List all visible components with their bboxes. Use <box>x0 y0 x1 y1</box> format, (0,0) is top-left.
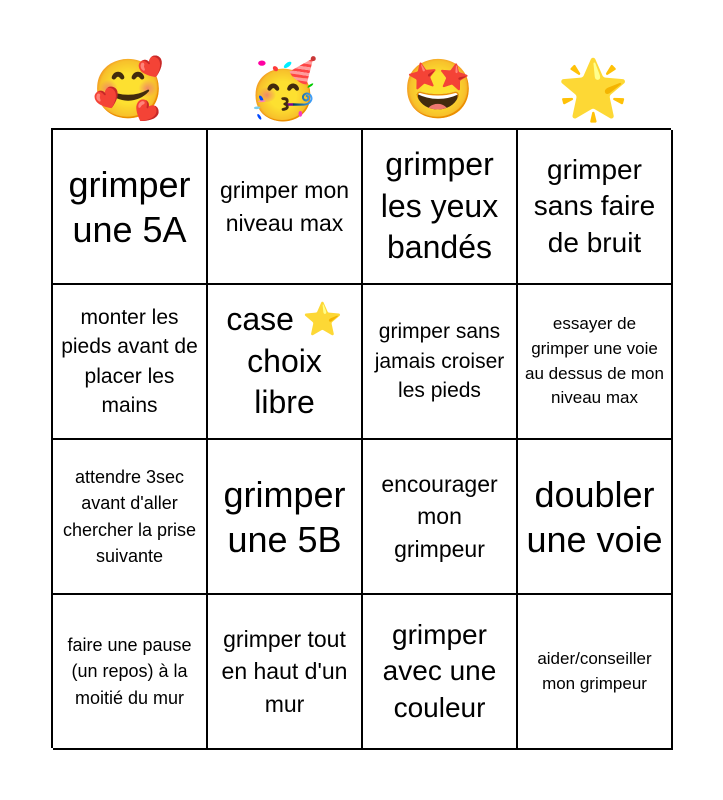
glowing-star-icon: 🌟 <box>557 55 630 123</box>
bingo-cell-text: grimper une 5A <box>68 163 191 250</box>
smiling-face-with-hearts-icon: 🥰 <box>92 55 165 123</box>
bingo-cell[interactable] <box>208 130 363 285</box>
bingo-cell[interactable] <box>53 595 208 750</box>
header-column-2 <box>206 50 361 128</box>
bingo-cell[interactable] <box>363 285 518 440</box>
bingo-cell[interactable] <box>518 440 673 595</box>
bingo-cell[interactable] <box>363 440 518 595</box>
header-column-3 <box>361 50 516 128</box>
bingo-cell-text: case ⭐ choix libre <box>226 301 343 421</box>
bingo-cell[interactable] <box>518 130 673 285</box>
star-struck-icon: 🤩 <box>402 55 475 123</box>
bingo-cell-text: attendre 3sec avant d'aller chercher la prise suivante <box>62 467 197 566</box>
bingo-cell[interactable] <box>518 595 673 750</box>
partying-face-icon: 🥳 <box>247 55 320 123</box>
bingo-cell-text: grimper une 5B <box>223 473 346 560</box>
bingo-cell[interactable] <box>53 130 208 285</box>
bingo-cell[interactable] <box>53 285 208 440</box>
header-column-1 <box>51 50 206 128</box>
bingo-cell-text: faire une pause (un repos) à la moitié du mur <box>67 635 192 708</box>
bingo-cell-text: doubler une voie <box>526 473 663 560</box>
bingo-cell-text: monter les pieds avant de placer les mains <box>61 305 198 417</box>
bingo-cell-text: grimper tout en haut d'un mur <box>221 626 348 717</box>
bingo-cell-text: encourager mon grimpeur <box>381 471 498 562</box>
bingo-cell-text: grimper sans faire de bruit <box>533 153 656 258</box>
bingo-cell-text: aider/conseiller mon grimpeur <box>537 648 652 693</box>
bingo-cell[interactable] <box>363 595 518 750</box>
bingo-cell-free[interactable] <box>208 285 363 440</box>
bingo-cell-text: grimper sans jamais croiser les pieds <box>374 320 505 403</box>
bingo-cell-text: grimper les yeux bandés <box>380 146 499 266</box>
bingo-cell[interactable] <box>53 440 208 595</box>
bingo-cell-text: grimper avec une couleur <box>382 618 497 723</box>
bingo-cell[interactable] <box>518 285 673 440</box>
bingo-cell[interactable] <box>363 130 518 285</box>
bingo-cell[interactable] <box>208 440 363 595</box>
bingo-board <box>51 128 671 748</box>
header-column-4 <box>516 50 671 128</box>
bingo-cell-text: essayer de grimper une voie au dessus de mon niveau max <box>525 314 664 408</box>
bingo-cell[interactable] <box>208 595 363 750</box>
bingo-cell-text: grimper mon niveau max <box>219 177 350 236</box>
bingo-header <box>51 50 671 128</box>
